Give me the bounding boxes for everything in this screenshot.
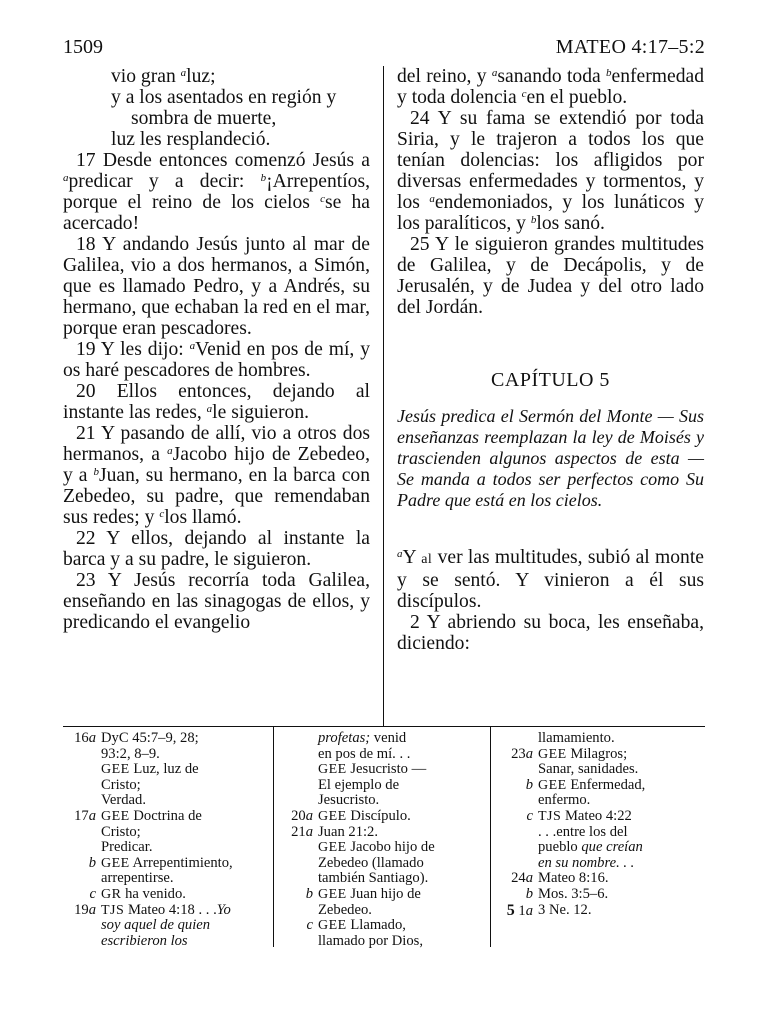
footnote-key [63, 762, 101, 809]
footnote-entry [63, 809, 273, 856]
verse-21: 21 Y pasando de allí, vio a otros dos hermanos, a $^a$Jacobo hijo de Zebedeo, y a $^b$Juan, su hermano, en la barca con Zebedeo, su padre, que remendaban sus redes; y $^c$los llamó. [63, 423, 370, 528]
footnote-key: b [88, 854, 96, 871]
verse-19: 19 Y les dijo: $^a$Venid en pos de mí, y os haré pescadores de hombres. [63, 339, 370, 381]
footnote-line: Cristo; [101, 823, 141, 840]
footnote-line: 3 Ne. 12. [538, 901, 592, 918]
footnote-entry [280, 809, 480, 825]
footnote-source-abbr: GEE [538, 746, 567, 762]
footnote-source-abbr: GEE [318, 808, 347, 824]
footnote-key: c [526, 807, 533, 824]
footnote-line: . . .entre los del [538, 823, 628, 840]
footnote-line: GEE Jacobo hijo de [318, 839, 435, 856]
footnote-line: 93:2, 8–9. [101, 745, 160, 762]
footnote-line: soy aquel de quien [101, 917, 211, 934]
verse-25: 25 Y le siguieron grandes multitudes de Galilea, y de Decápolis, y de Jerusalén, y de Judea y del otro lado del Jordán. [397, 234, 704, 318]
poem-line: sombra de muerte, [131, 108, 277, 129]
footnote-entry [500, 731, 705, 747]
page-header [63, 36, 705, 62]
verse-23-continued: del reino, y $^a$sanando toda $^b$enfermedad y toda dolencia $^c$en el pueblo. [397, 66, 704, 108]
footnote-source-abbr: GEE [538, 777, 567, 793]
footnote-line: Predicar. [101, 839, 153, 856]
footnote-key: b [305, 885, 313, 902]
footnote-key: 23a [511, 745, 533, 762]
verse-20: 20 Ellos entonces, dejando al instante las redes, $^a$le siguieron. [63, 381, 370, 423]
footnote-source-abbr: TJS [538, 808, 562, 824]
footnote-key: c [306, 917, 313, 934]
footnote-key: b [525, 776, 533, 793]
footnote-source-abbr: GEE [318, 886, 347, 902]
column-divider [383, 66, 384, 726]
footnote-line: pueblo que creían [538, 839, 643, 856]
footnote-entry [280, 825, 480, 887]
verse-18: 18 Y andando Jesús junto al mar de Galilea, vio a dos hermanos, a Simón, que es llamado Pedro, y a Andrés, su hermano, que echaban la red en el mar, porque eran pescadores. [63, 234, 370, 339]
footnote-line: GEE Arrepentimiento, [101, 854, 233, 871]
footnote-line: Sanar, sanidades. [538, 761, 639, 778]
poem-verse [63, 66, 370, 150]
footnote-source-abbr: GEE [318, 918, 347, 934]
chapter-title: CAPÍTULO 5 [491, 369, 610, 391]
footnote-key [500, 731, 538, 747]
footnotes-column-2 [280, 731, 480, 949]
page-number: 1509 [63, 36, 103, 58]
footnote-line: Zebedeo. [318, 901, 372, 918]
verse-24: 24 Y su fama se extendió por toda Siria, y le trajeron a todos los que tenían dolencias: los afligidos por diversas enfermedades y tormentos, y los $^a$endemoniados, y los lunáticos y los paralíticos, y $^b$los sanó. [397, 108, 705, 234]
footnote-line: GEE Llamado, [318, 917, 406, 934]
footnote-source-abbr: GEE [101, 855, 130, 871]
poem-line: luz les resplandeció. [111, 129, 271, 150]
footnotes-column-1 [63, 731, 273, 949]
footnote-divider [490, 727, 491, 947]
footnote-line: en pos de mí. . . [318, 745, 411, 762]
footnote-entry [280, 918, 480, 949]
footnote-line: GR ha venido. [101, 885, 186, 902]
footnote-key: 19a [74, 901, 96, 918]
footnote-key: 16a [74, 730, 96, 746]
footnote-line: profetas; venid [318, 730, 407, 746]
verse-2: 2 Y abriendo su boca, les enseñaba, diciendo: [397, 612, 704, 654]
footnote-line: GEE Jesucristo — [318, 761, 427, 778]
footnote-entry [63, 731, 273, 762]
footnote-entry [500, 871, 705, 887]
poem-line: y a los asentados en región y [111, 87, 337, 108]
footnote-line: Mos. 3:5–6. [538, 885, 609, 902]
footnote-line: Mateo 8:16. [538, 870, 609, 887]
right-column [397, 66, 704, 654]
footnote-rule [63, 726, 705, 727]
footnote-entry [500, 747, 705, 778]
footnote-source-abbr: GEE [318, 762, 347, 778]
footnotes-column-3 [500, 731, 705, 919]
footnote-line: GEE Juan hijo de [318, 885, 421, 902]
footnote-key [280, 731, 318, 809]
footnote-key: c [89, 885, 96, 902]
footnote-entry [500, 887, 705, 903]
verse-1: $^a$Y al ver las multitudes, subió al monte y se sentó. Y vinieron a él sus discípulos. [397, 547, 704, 612]
footnote-source-abbr: GEE [101, 808, 130, 824]
footnote-entry [63, 903, 273, 950]
footnote-key: 24a [511, 870, 533, 887]
footnote-line: GEE Milagros; [538, 745, 628, 762]
footnote-entry [63, 887, 273, 903]
footnote-key: 20a [291, 807, 313, 824]
footnote-line: El ejemplo de [318, 776, 400, 793]
verse-17: 17 Desde entonces comenzó Jesús a $^a$predicar y a decir: $^b$¡Arrepentíos, porque el reino de los cielos $^c$se ha acercado! [63, 150, 371, 234]
footnote-line: escribieron los [101, 932, 188, 949]
footnote-line: llamamiento. [538, 730, 615, 746]
footnote-source-abbr: GEE [101, 762, 130, 778]
footnote-entry [63, 856, 273, 887]
verse-22: 22 Y ellos, dejando al instante la barca y a su padre, le siguieron. [63, 528, 370, 570]
footnote-entry [500, 903, 705, 920]
footnote-entry [500, 778, 705, 809]
footnote-entry [280, 887, 480, 918]
footnote-divider [273, 727, 274, 947]
footnote-line: GEE Doctrina de [101, 807, 202, 824]
footnote-source-abbr: GEE [318, 840, 347, 856]
footnote-key: 21a [291, 823, 313, 840]
footnote-line: TJS Mateo 4:18 . . .Yo [101, 901, 231, 918]
footnote-line: llamado por Dios, [318, 932, 423, 949]
footnote-entry [63, 762, 273, 809]
poem-line: vio gran $^a$luz; [111, 66, 216, 87]
footnote-line: Cristo; [101, 776, 141, 793]
footnote-key: b [525, 885, 533, 902]
footnote-line: GEE Discípulo. [318, 807, 411, 824]
footnote-line: Zebedeo (llamado [318, 854, 424, 871]
footnote-entry [280, 731, 480, 809]
footnote-line: Juan 21:2. [318, 823, 378, 840]
footnote-line: Verdad. [101, 792, 146, 809]
footnote-line: DyC 45:7–9, 28; [101, 730, 199, 746]
footnote-line: enfermo. [538, 792, 591, 809]
footnote-entry [500, 809, 705, 871]
footnote-line: GEE Luz, luz de [101, 761, 199, 778]
footnote-key: 17a [74, 807, 96, 824]
verse-23: 23 Y Jesús recorría toda Galilea, enseñando en las sinagogas de ellos, y predicando el evangelio [63, 570, 370, 633]
footnote-line: GEE Enfermedad, [538, 776, 646, 793]
footnote-line: arrepentirse. [101, 870, 174, 887]
footnote-line: Jesucristo. [318, 792, 380, 809]
footnote-line: TJS Mateo 4:22 [538, 807, 632, 824]
footnote-source-abbr: GR [101, 886, 122, 902]
footnote-key: 5 1a [506, 901, 533, 919]
footnote-line: en su nombre. . . [538, 854, 635, 871]
chapter-reference: MATEO 4:17–5:2 [555, 36, 705, 58]
footnote-line: también Santiago). [318, 870, 429, 887]
left-column [63, 66, 370, 633]
chapter-summary: Jesús predica el Sermón del Monte — Sus enseñanzas reemplazan la ley de Moisés y trascienden algunos aspectos de esta — Se manda a todos ser perfectos como Su Padre que está en los cielos. [397, 406, 704, 510]
